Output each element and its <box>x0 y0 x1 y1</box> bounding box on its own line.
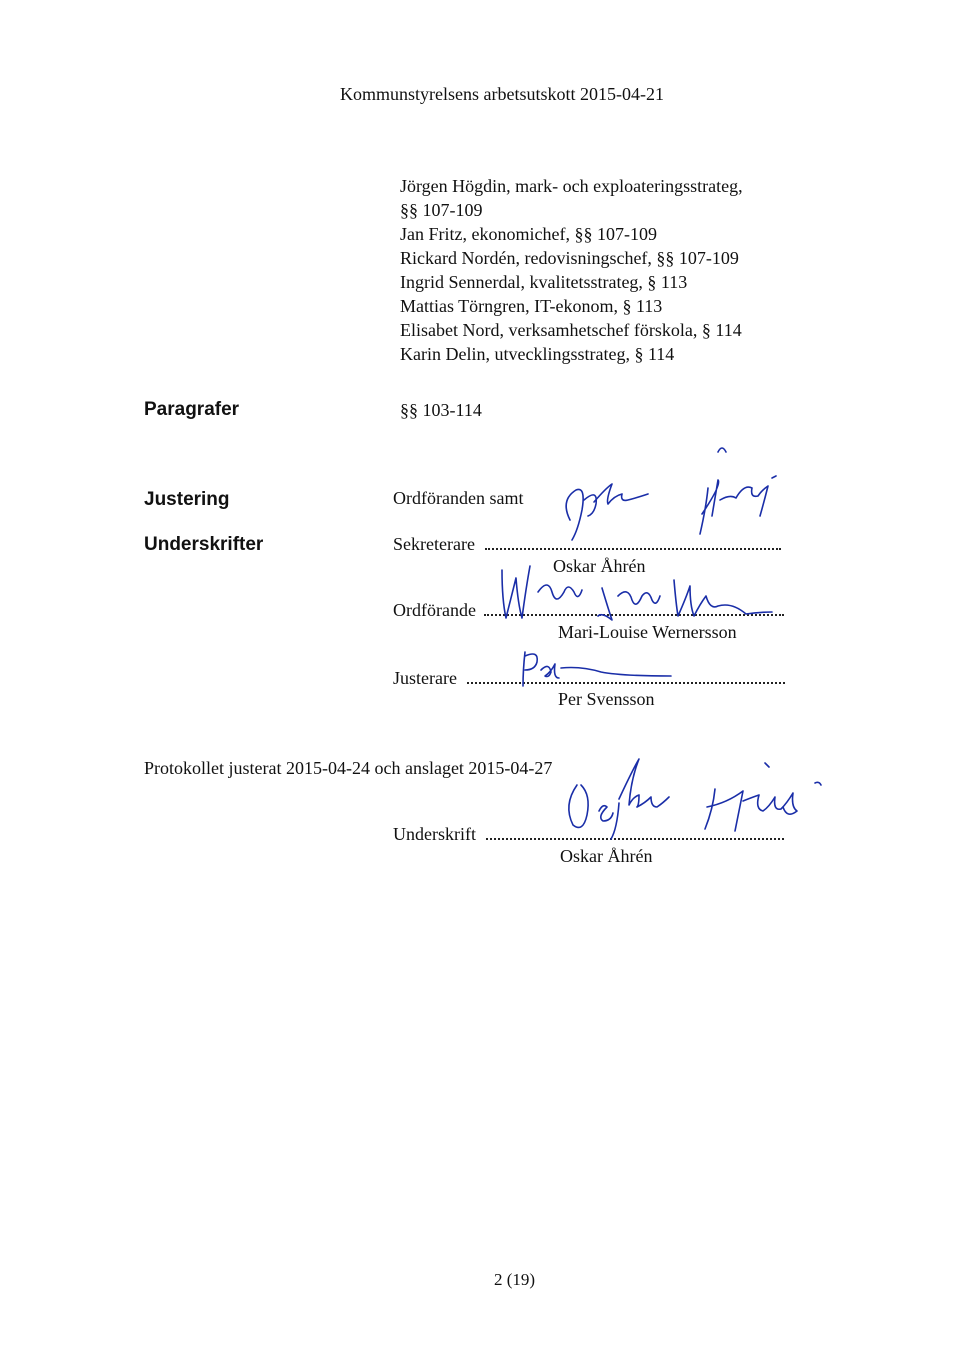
underskrifter-label: Underskrifter <box>144 534 264 555</box>
page-number: 2 (19) <box>494 1270 536 1289</box>
attendee-line: Ingrid Sennerdal, kvalitetsstrateg, § 113 <box>400 272 688 292</box>
sekreterare-label: Sekreterare <box>393 534 475 554</box>
signature-underskrift <box>555 755 835 845</box>
attendee-list <box>400 174 743 366</box>
sekreterare-name: Oskar Åhrén <box>553 556 646 576</box>
attendee-line: §§ 107-109 <box>400 200 483 220</box>
justering-label: Justering <box>144 489 230 510</box>
justerare-label: Justerare <box>393 668 457 688</box>
attendee-line: Jörgen Högdin, mark- och exploateringsstrateg, <box>400 176 743 196</box>
attendee-line: Jan Fritz, ekonomichef, §§ 107-109 <box>400 224 657 244</box>
ordforande-label: Ordförande <box>393 600 476 620</box>
document-header: Kommunstyrelsens arbetsutskott 2015-04-21 <box>340 84 664 104</box>
attendee-line: Mattias Törngren, IT-ekonom, § 113 <box>400 296 663 316</box>
signature-sekreterare <box>540 440 820 550</box>
attendee-line: Elisabet Nord, verksamhetschef förskola, § 114 <box>400 320 742 340</box>
attendee-line: Rickard Nordén, redovisningschef, §§ 107-109 <box>400 248 739 268</box>
underskrift-label: Underskrift <box>393 824 476 844</box>
justerare-name: Per Svensson <box>558 689 655 709</box>
signature-ordforande <box>478 552 798 632</box>
paragrafer-value: §§ 103-114 <box>400 400 482 420</box>
signature-justerare <box>505 642 705 692</box>
underskrift-name: Oskar Åhrén <box>560 846 653 866</box>
protokoll-justerat-text: Protokollet justerat 2015-04-24 och anslaget 2015-04-27 <box>144 758 553 778</box>
ordforande-name: Mari-Louise Wernersson <box>558 622 737 642</box>
paragrafer-label: Paragrafer <box>144 399 240 420</box>
ordforanden-samt-text: Ordföranden samt <box>393 488 524 508</box>
attendee-line: Karin Delin, utvecklingsstrateg, § 114 <box>400 344 675 364</box>
